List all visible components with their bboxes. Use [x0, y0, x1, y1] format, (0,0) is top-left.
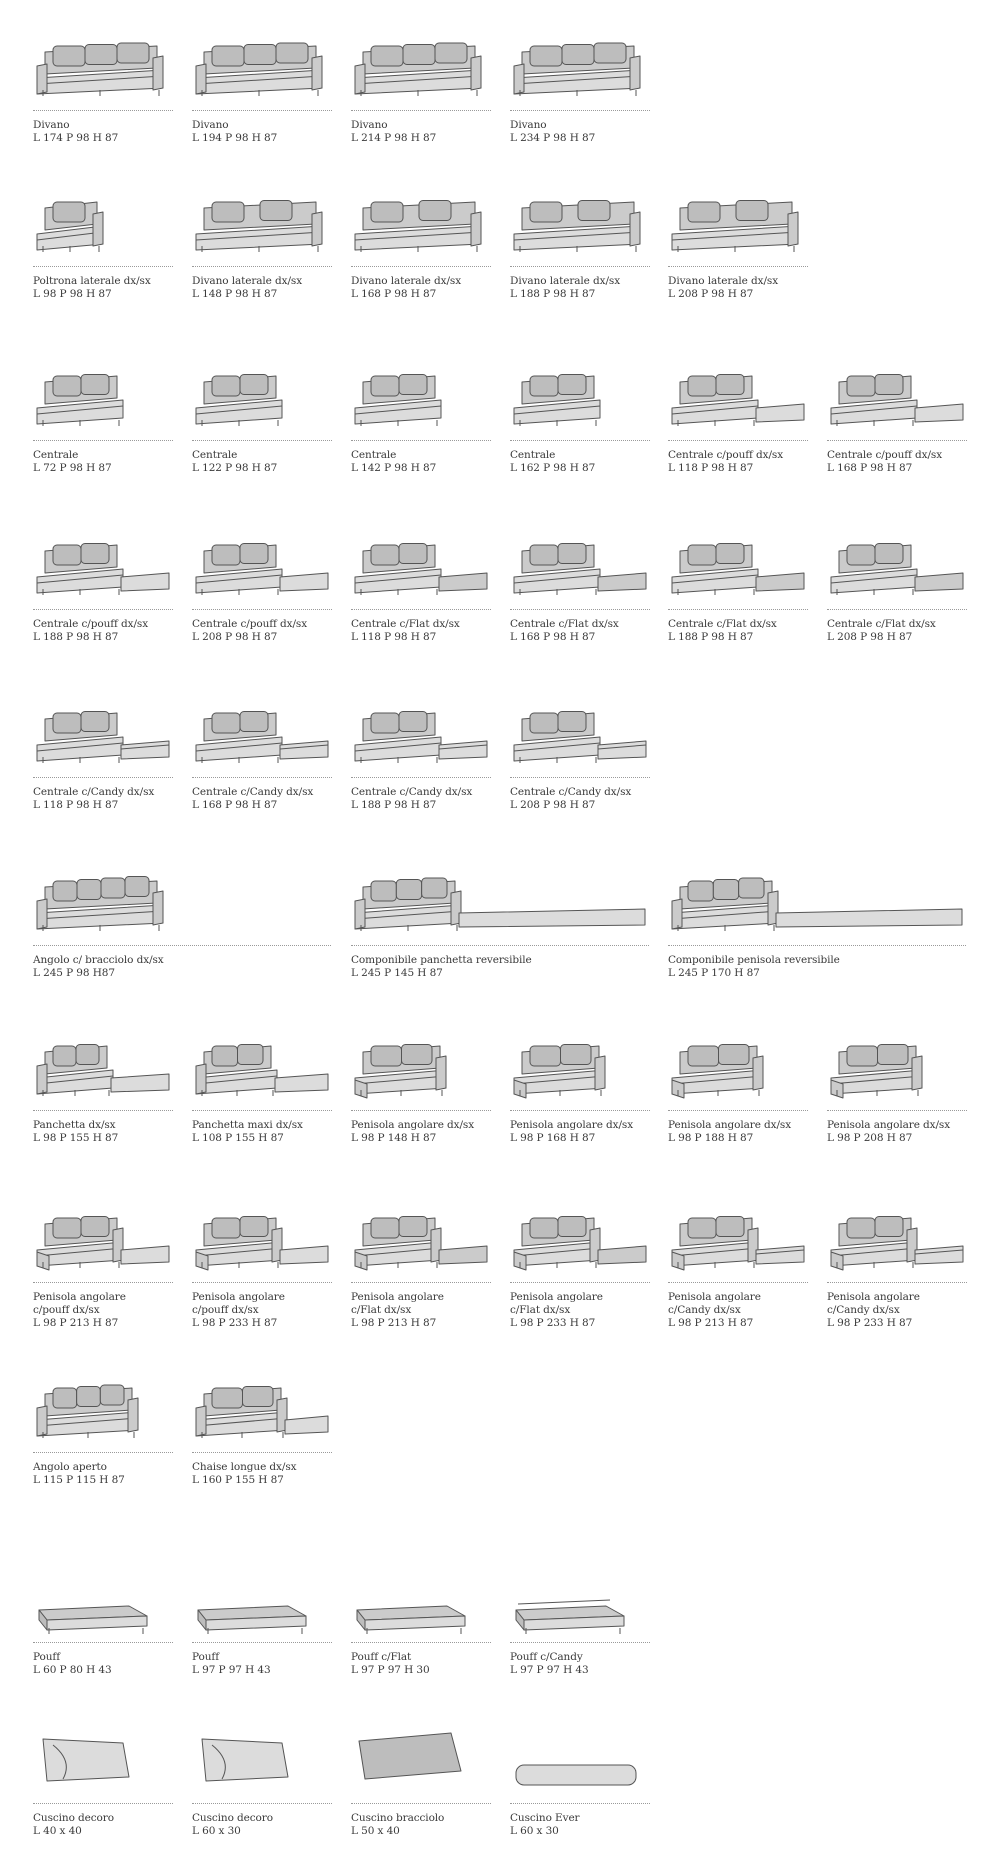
central-pouf-icon	[192, 525, 332, 607]
item-name: Centrale	[192, 449, 238, 461]
catalog-item	[668, 192, 808, 301]
catalog-item	[351, 1715, 491, 1838]
central-flat-icon	[510, 525, 650, 607]
catalog-item	[33, 1570, 173, 1677]
item-dimensions: L 174 P 98 H 87	[33, 132, 119, 144]
item-name: Centrale c/pouff dx/sx	[192, 618, 308, 630]
item-name: Centrale c/Flat dx/sx	[668, 618, 777, 630]
item-dimensions: L 98 P 98 H 87	[33, 288, 112, 300]
item-dimensions: L 98 P 233 H 87	[192, 1317, 278, 1329]
catalog-item	[192, 358, 332, 475]
central-flat-icon	[668, 525, 808, 607]
item-name: Cuscino Ever	[510, 1812, 580, 1824]
divider	[510, 1282, 650, 1283]
divider	[33, 266, 173, 267]
catalog-item	[668, 525, 808, 644]
item-name: Centrale	[351, 449, 397, 461]
item-name: Centrale c/Candy dx/sx	[351, 786, 473, 798]
bench-maxi-icon	[192, 1023, 332, 1108]
catalog-item	[668, 1198, 808, 1330]
divider	[510, 1110, 650, 1111]
central-flat-icon	[827, 525, 967, 607]
divider	[351, 1110, 491, 1111]
item-dimensions: L 60 x 30	[510, 1825, 559, 1837]
item-dimensions: L 50 x 40	[351, 1825, 400, 1837]
corner-peninsula-pouf-icon	[192, 1198, 332, 1280]
catalog-item	[510, 1198, 650, 1330]
item-name: Penisola angolare c/pouff dx/sx	[192, 1291, 285, 1316]
item-dimensions: L 60 P 80 H 43	[33, 1664, 112, 1676]
divider	[33, 1642, 173, 1643]
item-dimensions: L 98 P 148 H 87	[351, 1132, 437, 1144]
item-name: Pouff c/Candy	[510, 1651, 583, 1663]
pouf-icon	[192, 1570, 332, 1640]
catalog-item	[510, 1570, 650, 1677]
divider	[510, 266, 650, 267]
corner-peninsula-flat-icon	[351, 1198, 491, 1280]
divider	[351, 777, 491, 778]
catalog-item	[192, 1715, 332, 1838]
item-dimensions: L 98 P 213 H 87	[351, 1317, 437, 1329]
item-name: Centrale c/pouff dx/sx	[33, 618, 149, 630]
corner-peninsula-flat-icon	[510, 1198, 650, 1280]
item-dimensions: L 115 P 115 H 87	[33, 1474, 125, 1486]
catalog-item	[33, 858, 331, 980]
divider	[668, 266, 808, 267]
item-dimensions: L 98 P 213 H 87	[668, 1317, 754, 1329]
divider	[351, 266, 491, 267]
catalog-item	[351, 1198, 491, 1330]
armrest-cushion-icon	[351, 1715, 491, 1801]
divider	[668, 609, 808, 610]
catalog-item	[827, 1198, 967, 1330]
divider	[33, 609, 173, 610]
sofa-icon	[510, 28, 650, 108]
item-dimensions: L 40 x 40	[33, 1825, 82, 1837]
item-name: Pouff	[33, 1651, 60, 1663]
central-candy-icon	[351, 693, 491, 775]
item-dimensions: L 208 P 98 H 87	[827, 631, 913, 643]
item-name: Centrale c/Flat dx/sx	[351, 618, 460, 630]
divider	[192, 440, 332, 441]
item-dimensions: L 108 P 155 H 87	[192, 1132, 284, 1144]
divider	[827, 609, 967, 610]
pouf-icon	[33, 1570, 173, 1640]
divider	[510, 440, 650, 441]
divider	[510, 1642, 650, 1643]
sofa-icon	[351, 28, 491, 108]
catalog-item	[192, 1023, 332, 1145]
sofa-side-icon	[192, 192, 332, 264]
item-name: Cuscino bracciolo	[351, 1812, 445, 1824]
catalog-item	[351, 1570, 491, 1677]
divider	[351, 1803, 491, 1804]
armchair-side-icon	[33, 192, 173, 264]
item-dimensions: L 97 P 97 H 43	[510, 1664, 589, 1676]
item-dimensions: L 98 P 213 H 87	[33, 1317, 119, 1329]
catalog-item	[33, 693, 173, 812]
catalog-item	[351, 693, 491, 812]
divider	[827, 440, 967, 441]
pouf-flat-icon	[351, 1570, 491, 1640]
item-dimensions: L 188 P 98 H 87	[33, 631, 119, 643]
chaise-longue-icon	[192, 1365, 332, 1450]
open-corner-icon	[33, 1365, 173, 1450]
modular-bench-icon	[351, 858, 649, 943]
cushion-ever-icon	[510, 1715, 650, 1801]
item-name: Centrale	[33, 449, 79, 461]
item-dimensions: L 245 P 170 H 87	[668, 967, 760, 979]
item-name: Penisola angolare c/pouff dx/sx	[33, 1291, 126, 1316]
central-module-icon	[192, 358, 332, 438]
item-dimensions: L 168 P 98 H 87	[192, 799, 278, 811]
bench-icon	[33, 1023, 173, 1108]
catalog-item	[33, 1198, 173, 1330]
divider	[192, 1452, 332, 1453]
item-dimensions: L 188 P 98 H 87	[668, 631, 754, 643]
item-dimensions: L 122 P 98 H 87	[192, 462, 278, 474]
item-dimensions: L 118 P 98 H 87	[668, 462, 754, 474]
item-dimensions: L 194 P 98 H 87	[192, 132, 278, 144]
corner-peninsula-icon	[351, 1023, 491, 1108]
item-dimensions: L 118 P 98 H 87	[33, 799, 119, 811]
item-name: Penisola angolare dx/sx	[668, 1119, 792, 1131]
central-flat-icon	[351, 525, 491, 607]
item-name: Penisola angolare dx/sx	[351, 1119, 475, 1131]
item-name: Cuscino decoro	[192, 1812, 273, 1824]
item-dimensions: L 98 P 168 H 87	[510, 1132, 596, 1144]
catalog-item	[351, 28, 491, 145]
item-name: Componibile penisola reversibile	[668, 954, 840, 966]
item-name: Centrale c/Candy dx/sx	[33, 786, 155, 798]
pouf-candy-icon	[510, 1570, 650, 1640]
item-dimensions: L 208 P 98 H 87	[668, 288, 754, 300]
item-name: Centrale c/Candy dx/sx	[192, 786, 314, 798]
catalog-item	[33, 1023, 173, 1145]
sofa-side-icon	[351, 192, 491, 264]
divider	[192, 609, 332, 610]
catalog-item	[351, 858, 649, 980]
divider	[510, 609, 650, 610]
central-candy-icon	[510, 693, 650, 775]
item-dimensions: L 98 P 233 H 87	[510, 1317, 596, 1329]
corner-peninsula-candy-icon	[668, 1198, 808, 1280]
divider	[351, 1642, 491, 1643]
catalog-item	[351, 192, 491, 301]
corner-peninsula-candy-icon	[827, 1198, 967, 1280]
catalog-item	[510, 693, 650, 812]
divider	[192, 1282, 332, 1283]
item-name: Penisola angolare c/Candy dx/sx	[668, 1291, 761, 1316]
item-name: Divano laterale dx/sx	[351, 275, 462, 287]
catalog-item	[192, 1570, 332, 1677]
central-pouf-icon	[33, 525, 173, 607]
divider	[192, 110, 332, 111]
item-name: Divano	[33, 119, 70, 131]
central-module-icon	[33, 358, 173, 438]
catalog-item	[351, 525, 491, 644]
catalog-item	[668, 1023, 808, 1145]
divider	[33, 1803, 173, 1804]
catalog-item	[510, 1023, 650, 1145]
item-dimensions: L 97 P 97 H 30	[351, 1664, 430, 1676]
divider	[33, 440, 173, 441]
corner-peninsula-icon	[510, 1023, 650, 1108]
divider	[668, 945, 966, 946]
sofa-side-icon	[510, 192, 650, 264]
item-dimensions: L 98 P 155 H 87	[33, 1132, 119, 1144]
item-name: Centrale c/pouff dx/sx	[668, 449, 784, 461]
item-dimensions: L 160 P 155 H 87	[192, 1474, 284, 1486]
item-dimensions: L 142 P 98 H 87	[351, 462, 437, 474]
item-name: Panchetta dx/sx	[33, 1119, 116, 1131]
divider	[827, 1282, 967, 1283]
divider	[510, 1803, 650, 1804]
catalog-item	[192, 28, 332, 145]
item-name: Angolo aperto	[33, 1461, 107, 1473]
catalog-item	[351, 1023, 491, 1145]
item-dimensions: L 208 P 98 H 87	[192, 631, 278, 643]
corner-armrest-icon	[33, 858, 331, 943]
divider	[351, 110, 491, 111]
catalog-item	[510, 358, 650, 475]
corner-peninsula-pouf-icon	[33, 1198, 173, 1280]
catalog-item	[351, 358, 491, 475]
catalog-item	[192, 192, 332, 301]
corner-peninsula-icon	[668, 1023, 808, 1108]
item-name: Penisola angolare c/Flat dx/sx	[510, 1291, 603, 1316]
modular-peninsula-icon	[668, 858, 966, 943]
divider	[668, 1282, 808, 1283]
item-dimensions: L 98 P 208 H 87	[827, 1132, 913, 1144]
catalog-item	[192, 1365, 332, 1487]
item-name: Pouff	[192, 1651, 219, 1663]
divider	[351, 440, 491, 441]
item-name: Divano	[351, 119, 388, 131]
divider	[33, 777, 173, 778]
item-name: Penisola angolare c/Candy dx/sx	[827, 1291, 920, 1316]
catalog-item	[192, 525, 332, 644]
catalog-item	[33, 525, 173, 644]
divider	[668, 440, 808, 441]
item-dimensions: L 234 P 98 H 87	[510, 132, 596, 144]
divider	[33, 945, 331, 946]
divider	[33, 1282, 173, 1283]
item-name: Centrale c/Flat dx/sx	[827, 618, 936, 630]
item-dimensions: L 245 P 98 H87	[33, 967, 115, 979]
central-module-icon	[351, 358, 491, 438]
item-name: Centrale	[510, 449, 556, 461]
item-dimensions: L 188 P 98 H 87	[351, 799, 437, 811]
catalog-item	[33, 358, 173, 475]
catalog-item	[33, 192, 173, 301]
central-pouf-icon	[827, 358, 967, 438]
sofa-side-icon	[668, 192, 808, 264]
divider	[351, 945, 649, 946]
sofa-icon	[192, 28, 332, 108]
divider	[33, 1452, 173, 1453]
sofa-icon	[33, 28, 173, 108]
item-name: Cuscino decoro	[33, 1812, 114, 1824]
item-dimensions: L 60 x 30	[192, 1825, 241, 1837]
divider	[510, 777, 650, 778]
item-dimensions: L 208 P 98 H 87	[510, 799, 596, 811]
catalog-item	[510, 1715, 650, 1838]
catalog-item	[510, 525, 650, 644]
catalog-item	[510, 192, 650, 301]
corner-peninsula-icon	[827, 1023, 967, 1108]
item-name: Centrale c/pouff dx/sx	[827, 449, 943, 461]
item-name: Divano laterale dx/sx	[668, 275, 779, 287]
cushion-rect-icon	[192, 1715, 332, 1801]
catalog-item	[192, 693, 332, 812]
divider	[192, 1642, 332, 1643]
catalog-item	[827, 525, 967, 644]
item-name: Panchetta maxi dx/sx	[192, 1119, 303, 1131]
item-name: Pouff c/Flat	[351, 1651, 412, 1663]
divider	[192, 1110, 332, 1111]
cushion-square-icon	[33, 1715, 173, 1801]
item-dimensions: L 188 P 98 H 87	[510, 288, 596, 300]
item-name: Componibile panchetta reversibile	[351, 954, 532, 966]
catalog-item	[668, 858, 966, 980]
item-dimensions: L 168 P 98 H 87	[827, 462, 913, 474]
item-dimensions: L 98 P 188 H 87	[668, 1132, 754, 1144]
item-dimensions: L 245 P 145 H 87	[351, 967, 443, 979]
item-name: Centrale c/Flat dx/sx	[510, 618, 619, 630]
item-name: Angolo c/ bracciolo dx/sx	[33, 954, 164, 966]
item-dimensions: L 168 P 98 H 87	[351, 288, 437, 300]
item-dimensions: L 214 P 98 H 87	[351, 132, 437, 144]
catalog-item	[192, 1198, 332, 1330]
item-name: Divano laterale dx/sx	[192, 275, 303, 287]
catalog-item	[827, 1023, 967, 1145]
catalog-item	[827, 358, 967, 475]
catalog-item	[33, 1715, 173, 1838]
item-name: Poltrona laterale dx/sx	[33, 275, 151, 287]
central-pouf-icon	[668, 358, 808, 438]
item-name: Divano	[192, 119, 229, 131]
divider	[33, 1110, 173, 1111]
catalog-item	[668, 358, 808, 475]
divider	[827, 1110, 967, 1111]
catalog-item	[510, 28, 650, 145]
item-name: Chaise longue dx/sx	[192, 1461, 297, 1473]
divider	[192, 777, 332, 778]
item-name: Divano	[510, 119, 547, 131]
item-name: Penisola angolare c/Flat dx/sx	[351, 1291, 444, 1316]
divider	[351, 609, 491, 610]
central-candy-icon	[192, 693, 332, 775]
item-name: Penisola angolare dx/sx	[510, 1119, 634, 1131]
divider	[668, 1110, 808, 1111]
item-dimensions: L 97 P 97 H 43	[192, 1664, 271, 1676]
item-dimensions: L 162 P 98 H 87	[510, 462, 596, 474]
item-dimensions: L 98 P 233 H 87	[827, 1317, 913, 1329]
item-name: Penisola angolare dx/sx	[827, 1119, 951, 1131]
item-name: Centrale c/Candy dx/sx	[510, 786, 632, 798]
divider	[192, 1803, 332, 1804]
divider	[192, 266, 332, 267]
catalog-item	[33, 28, 173, 145]
item-dimensions: L 148 P 98 H 87	[192, 288, 278, 300]
central-candy-icon	[33, 693, 173, 775]
divider	[510, 110, 650, 111]
central-module-icon	[510, 358, 650, 438]
item-name: Divano laterale dx/sx	[510, 275, 621, 287]
divider	[33, 110, 173, 111]
item-dimensions: L 118 P 98 H 87	[351, 631, 437, 643]
catalog-item	[33, 1365, 173, 1487]
item-dimensions: L 168 P 98 H 87	[510, 631, 596, 643]
item-dimensions: L 72 P 98 H 87	[33, 462, 112, 474]
divider	[351, 1282, 491, 1283]
